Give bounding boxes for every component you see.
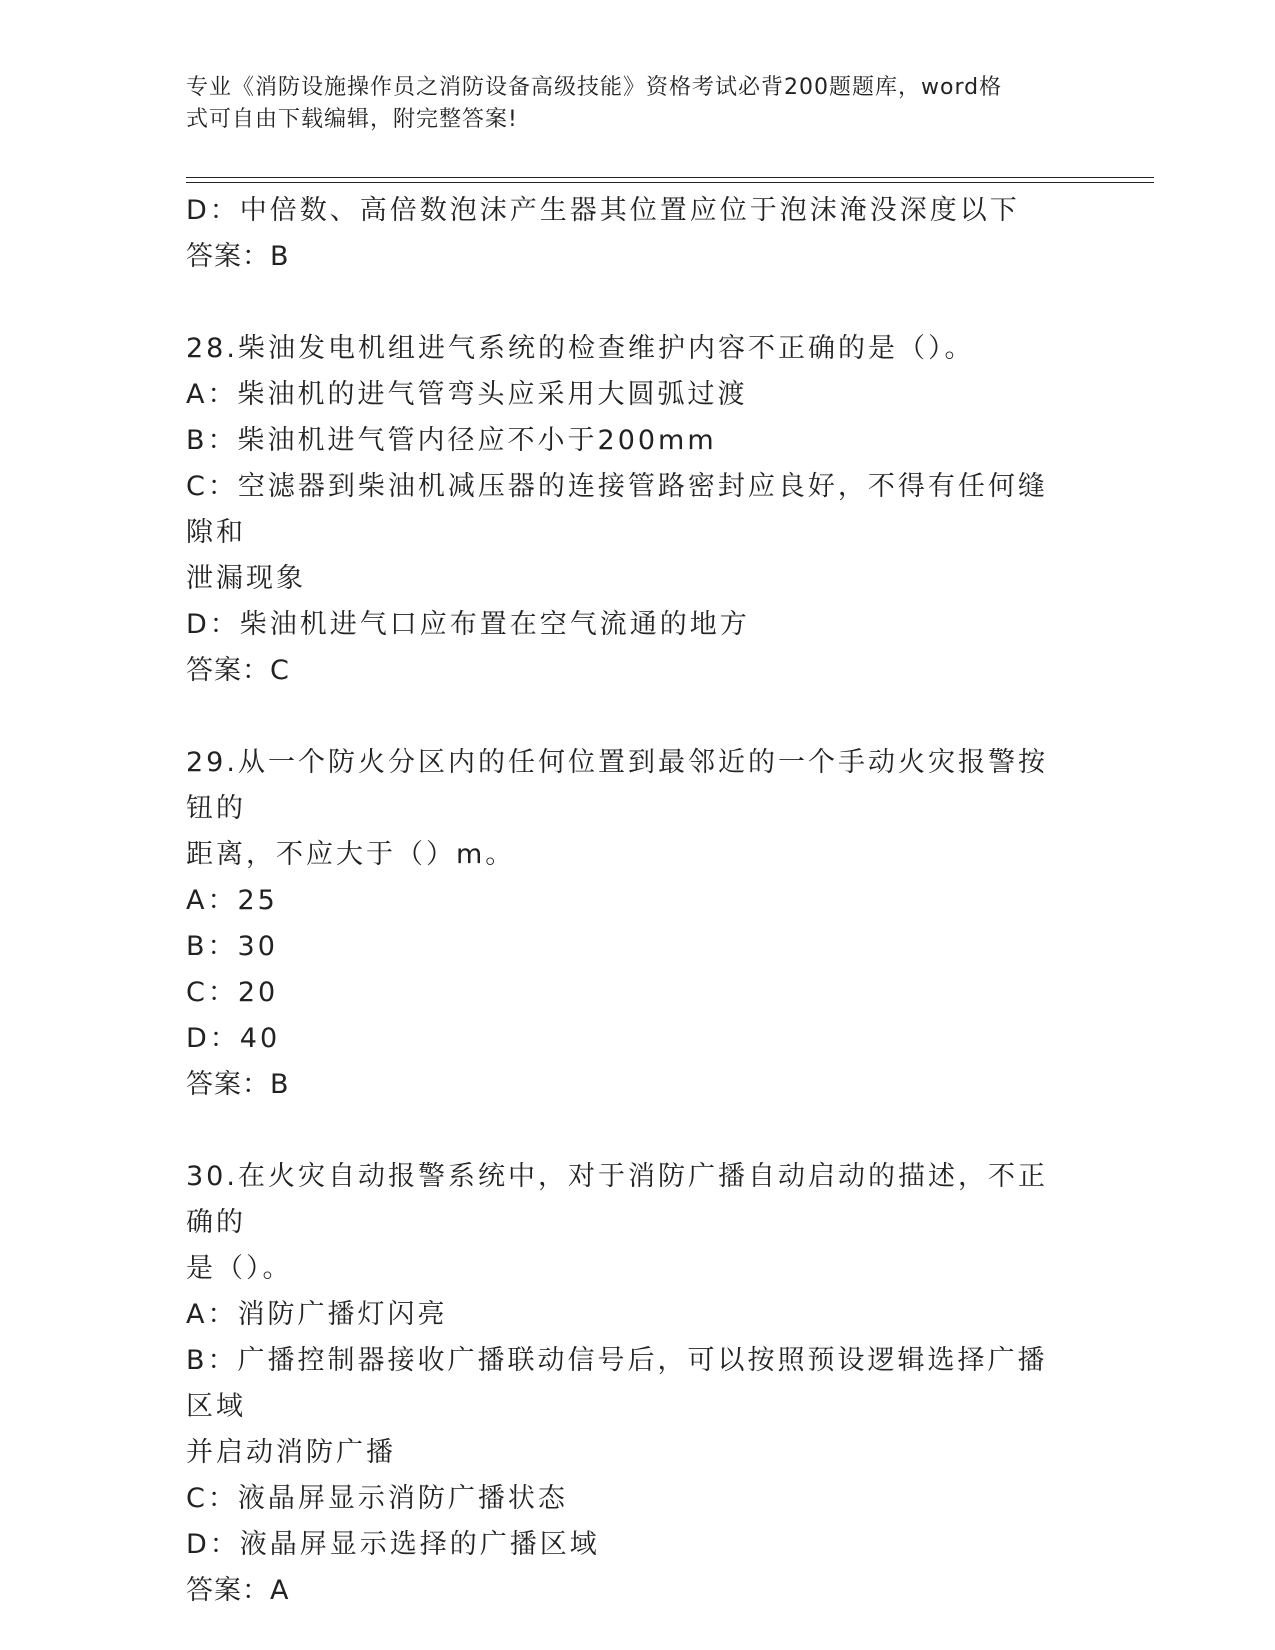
question-stem: 30.在火灾自动报警系统中，对于消防广播自动启动的描述，不正确的: [186, 1161, 1048, 1238]
question-stem: 28.柴油发电机组进气系统的检查维护内容不正确的是（）。: [186, 333, 975, 364]
spacer: [186, 280, 1076, 326]
question-stem: 29.从一个防火分区内的任何位置到最邻近的一个手动火灾报警按钮的: [186, 747, 1048, 824]
option-b: B：广播控制器接收广播联动信号后，可以按照预设逻辑选择广播区域: [186, 1345, 1048, 1422]
answer: 答案：B: [186, 1069, 290, 1100]
option-d: D：液晶屏显示选择的广播区域: [186, 1529, 600, 1560]
question-stem-continued: 距离，不应大于（）m。: [186, 839, 516, 870]
answer: 答案：B: [186, 241, 290, 272]
question-stem-continued: 是（）。: [186, 1253, 293, 1284]
option-a: A：柴油机的进气管弯头应采用大圆弧过渡: [186, 379, 748, 410]
document-header: [186, 72, 1066, 136]
header-divider-top: [186, 177, 1154, 178]
header-divider-bottom: [186, 182, 1154, 183]
option-c-continued: 泄漏现象: [186, 563, 306, 594]
question-29: [186, 740, 1076, 1108]
spacer: [186, 1108, 1076, 1154]
answer: 答案：C: [186, 655, 290, 686]
spacer: [186, 694, 1076, 740]
option-c: C：20: [186, 977, 279, 1008]
header-line-1: 专业《消防设施操作员之消防设备高级技能》资格考试必背200题题库，word格: [186, 75, 1003, 100]
option-d: D：柴油机进气口应布置在空气流通的地方: [186, 609, 750, 640]
option-a: A：25: [186, 885, 278, 916]
option-c: C：液晶屏显示消防广播状态: [186, 1483, 568, 1514]
option-b-continued: 并启动消防广播: [186, 1437, 396, 1468]
option-d: D：40: [186, 1023, 281, 1054]
header-line-2: 式可自由下载编辑，附完整答案!: [186, 107, 518, 132]
question-30: [186, 1154, 1076, 1614]
option-b: B：柴油机进气管内径应不小于200mm: [186, 425, 717, 456]
question-27-tail: [186, 188, 1076, 280]
question-28: [186, 326, 1076, 694]
answer: 答案：A: [186, 1575, 290, 1606]
option-c: C：空滤器到柴油机减压器的连接管路密封应良好，不得有任何缝隙和: [186, 471, 1048, 548]
option-a: A：消防广播灯闪亮: [186, 1299, 448, 1330]
option-d: D：中倍数、高倍数泡沫产生器其位置应位于泡沫淹没深度以下: [186, 195, 1020, 226]
document-body: [186, 188, 1076, 1614]
option-b: B：30: [186, 931, 278, 962]
